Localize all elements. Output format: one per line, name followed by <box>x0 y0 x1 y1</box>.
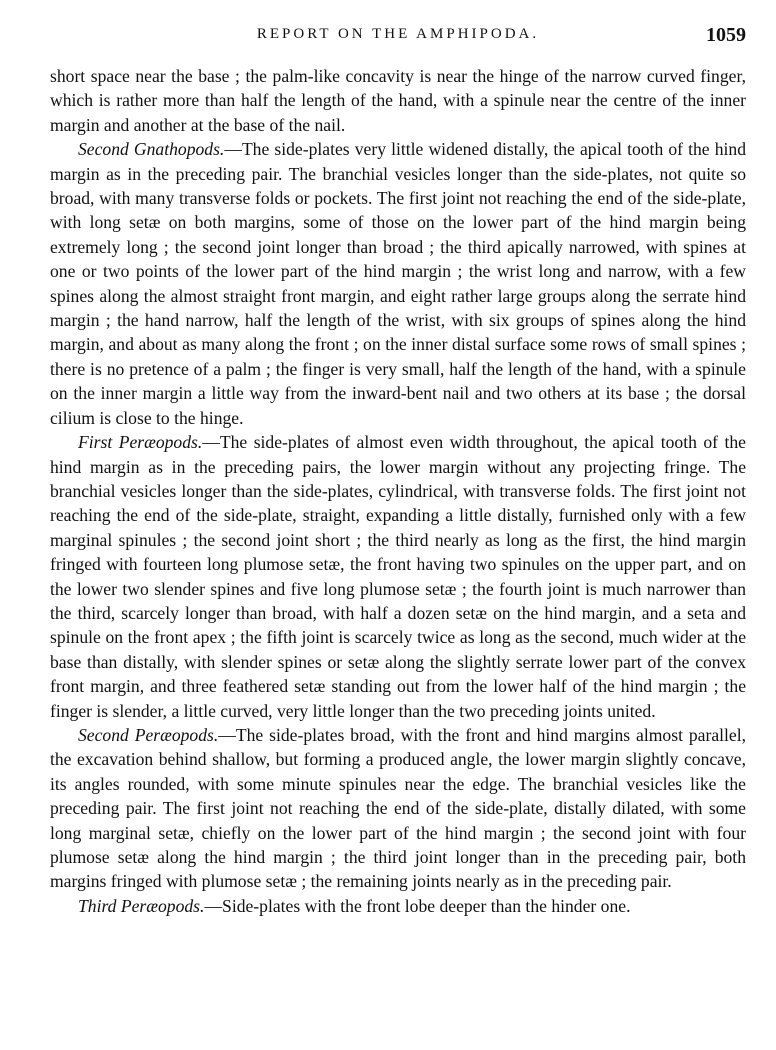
paragraph-text: —The side-plates very little widened distally, the apical tooth of the hind margin as in the preceding pair. The branchial vesicles longer than the side-plates, not quite so broad, with many transverse folds or pockets. The first joint not reaching the end of the side-plate, with long setæ on both margins, some of those on the lower part of the hind margin being extremely long ; the second joint longer than broad ; the third apically narrowed, with spines at one or two points of the lower part of the hind margin ; the wrist long and narrow, with a few spines along the almost straight front margin, and eight rather large groups along the serrate hind margin ; the hand narrow, half the length of the wrist, with six groups of spines along the hind margin, and about as many along the front ; on the inner distal surface some rows of small spines ; there is no pretence of a palm ; the finger is very small, half the length of the hand, with a spinule on the inner margin a little way from the inward-bent nail and two others at its base ; the dorsal cilium is close to the hinge. <box>50 139 747 428</box>
paragraph-first-peraeopods <box>50 430 746 723</box>
paragraph-text: —The side-plates broad, with the front and hind margins almost parallel, the excavation behind shallow, but forming a produced angle, the lower margin slightly concave, its angles rounded, with some minute spinules near the edge. The branchial vesicles like the preceding pair. The first joint not reaching the end of the side-plate, distally dilated, with some long marginal setæ, chiefly on the lower part of the hind margin ; the second joint with four plumose setæ along the hind margin ; the third joint longer than in the preceding pair, both margins fringed with plumose setæ ; the remaining joints nearly as in the preceding pair. <box>50 724 746 892</box>
paragraph-second-gnathopods <box>50 137 746 430</box>
page-header <box>50 24 746 48</box>
paragraph-text: —Side-plates with the front lobe deeper than the hinder one. <box>204 895 631 916</box>
section-heading: Second Gnathopods. <box>78 139 225 160</box>
section-heading: Second Peræopods. <box>78 724 219 745</box>
paragraph-continuation <box>50 64 746 137</box>
paragraph-second-peraeopods <box>50 723 746 894</box>
running-title: REPORT ON THE AMPHIPODA. <box>256 26 540 42</box>
section-heading: First Peræopods. <box>78 432 203 453</box>
body-text <box>50 64 746 918</box>
section-heading: Third Peræopods. <box>78 895 205 916</box>
page-number: 1059 <box>706 24 746 46</box>
paragraph-text: short space near the base ; the palm-like concavity is near the hinge of the narrow curved finger, which is rather more than half the length of the hand, with a spinule near the centre of the inner margin and another at the base of the nail. <box>50 66 746 135</box>
paragraph-text: —The side-plates of almost even width throughout, the apical tooth of the hind margin as in the preceding pairs, the lower margin without any projecting fringe. The branchial vesicles longer than the side-plates, cylindrical, with transverse folds. The first joint not reaching the end of the side-plate, straight, expanding a little distally, furnished only with a few marginal spinules ; the second joint short ; the third nearly as long as the first, the hind margin fringed with fourteen long plumose setæ, the front having two spinules on the upper part, and on the lower two slender spines and five long plumose setæ ; the fourth joint is much narrower than the third, scarcely longer than broad, with half a dozen setæ on the hind margin, and a seta and spinule on the front apex ; the fifth joint is scarcely twice as long as the second, much wider at the base than distally, with slender spines or setæ along the slightly serrate lower part of the convex front margin, and three feathered setæ standing out from the lower half of the hind margin ; the finger is slender, a little curved, very little longer than the two preceding joints united. <box>50 432 746 721</box>
paragraph-third-peraeopods <box>50 894 746 918</box>
